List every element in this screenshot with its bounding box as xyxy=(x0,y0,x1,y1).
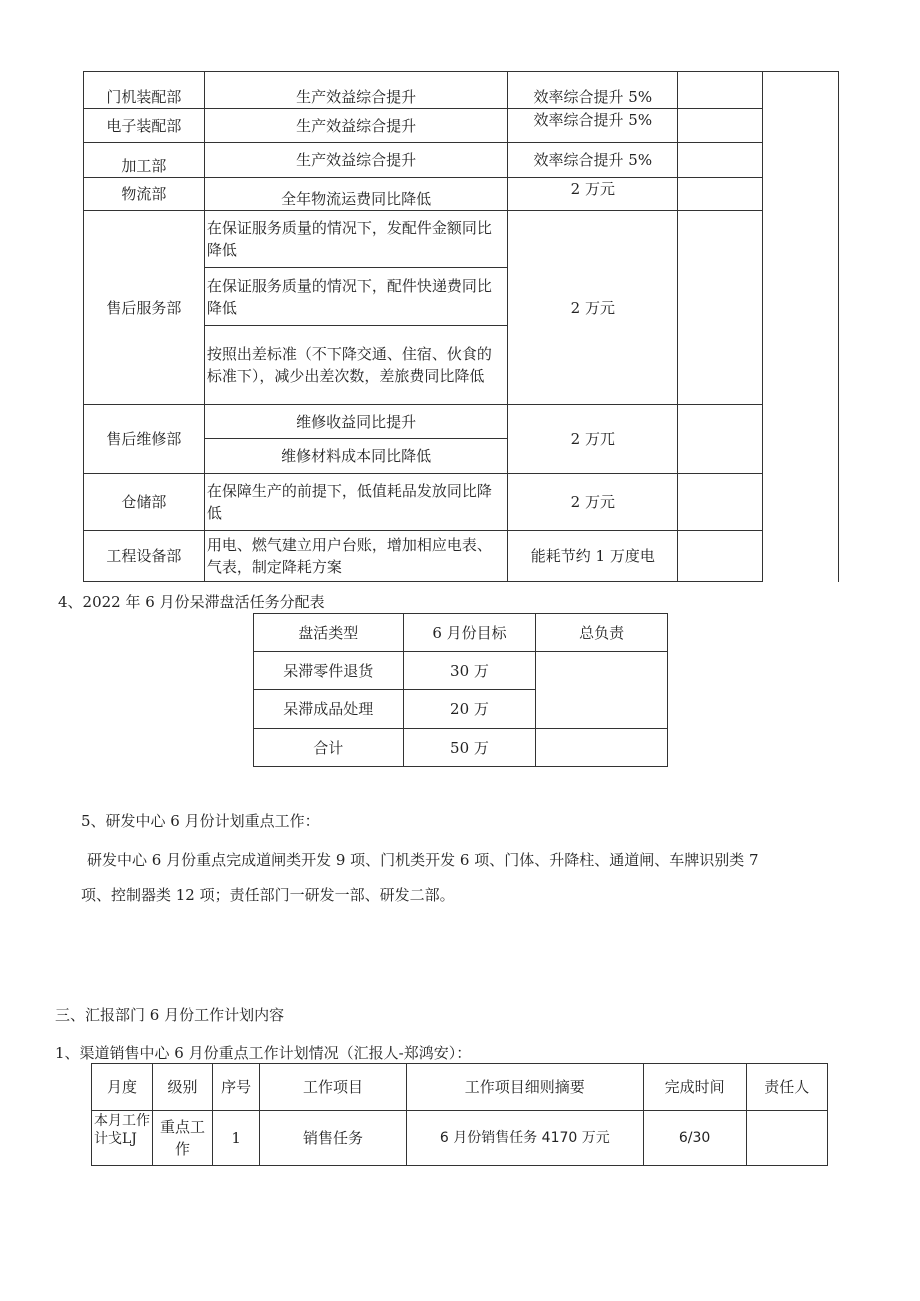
header-cell: 责任人 xyxy=(746,1064,827,1111)
table-row xyxy=(84,531,839,582)
target-cell: 效率综合提升 5% xyxy=(508,143,678,178)
month-cell: 本月工作计戈LJ xyxy=(92,1111,153,1166)
target-cell: 2 万元 xyxy=(508,474,678,531)
item-cell: 在保障生产的前提下，低值耗品发放同比降低 xyxy=(204,474,508,531)
table-row xyxy=(92,1064,828,1111)
table-row xyxy=(84,143,839,178)
dept-cell: 电子装配部 xyxy=(84,109,205,143)
empty-cell xyxy=(678,211,763,405)
item-cell: 生产效益综合提升 xyxy=(204,72,508,109)
table-row xyxy=(84,474,839,531)
table-row xyxy=(84,178,839,211)
header-cell: 6 月份目标 xyxy=(403,614,536,652)
target-cell: 能耗节约 1 万度电 xyxy=(508,531,678,582)
table-row xyxy=(84,72,839,109)
header-cell: 级别 xyxy=(153,1064,213,1111)
empty-cell xyxy=(678,72,763,109)
item-cell: 按照出差标准（不下降交通、住宿、伙食的标准下），减少出差次数，差旅费同比降低 xyxy=(204,326,508,405)
detail-cell: 6 月份销售任务 4170 万元 xyxy=(406,1111,643,1166)
number-cell: 1 xyxy=(213,1111,260,1166)
type-cell: 合计 xyxy=(254,729,404,767)
idle-stock-table xyxy=(253,613,668,767)
type-cell: 呆滞零件退货 xyxy=(254,652,404,690)
dept-cell: 加工部 xyxy=(84,143,205,178)
header-cell: 总负责 xyxy=(536,614,668,652)
section-5-title: 5、研发中心 6 月份计划重点工作： xyxy=(81,812,320,830)
table-row xyxy=(254,614,668,652)
table-row xyxy=(254,729,668,767)
item-cell: 全年物流运费同比降低 xyxy=(204,178,508,211)
item-cell: 维修材料成本同比降低 xyxy=(204,439,508,474)
empty-cell xyxy=(536,652,668,729)
date-cell: 6/30 xyxy=(643,1111,746,1166)
empty-cell xyxy=(678,109,763,143)
item-cell: 用电、燃气建立用户台账，增加相应电表、气表，制定降耗方案 xyxy=(204,531,508,582)
table-row xyxy=(84,211,839,268)
target-cell: 30 万 xyxy=(403,652,536,690)
header-cell: 盘活类型 xyxy=(254,614,404,652)
empty-cell xyxy=(763,72,839,582)
owner-cell xyxy=(746,1111,827,1166)
dept-cell: 门机装配部 xyxy=(84,72,205,109)
header-cell: 工作项目细则摘要 xyxy=(406,1064,643,1111)
dept-cell: 工程设备部 xyxy=(84,531,205,582)
dept-cell: 仓储部 xyxy=(84,474,205,531)
target-cell: 2 万元 xyxy=(508,178,678,211)
item-cell: 在保证服务质量的情况下，配件快递费同比降低 xyxy=(204,268,508,326)
section-5-body-line1: 研发中心 6 月份重点完成道闸类开发 9 项、门机类开发 6 项、门体、升降柱、通道闸、车牌识别类 7 xyxy=(87,851,759,869)
target-cell: 2 万兀 xyxy=(508,405,678,474)
header-cell: 序号 xyxy=(213,1064,260,1111)
item-cell: 维修收益同比提升 xyxy=(204,405,508,439)
dept-target-table xyxy=(83,71,839,582)
section-4-title: 4、2022 年 6 月份呆滞盘活任务分配表 xyxy=(58,593,325,611)
section-5-body-line2: 项、控制器类 12 项；责任部门一研发一部、研发二部。 xyxy=(81,886,455,904)
sales-plan-table xyxy=(91,1063,828,1166)
empty-cell xyxy=(678,178,763,211)
header-cell: 完成时间 xyxy=(643,1064,746,1111)
target-cell: 2 万元 xyxy=(508,211,678,405)
target-cell: 20 万 xyxy=(403,690,536,729)
item-cell: 在保证服务质量的情况下，发配件金额同比降低 xyxy=(204,211,508,268)
section-3-heading: 三、汇报部门 6 月份工作计划内容 xyxy=(55,1006,285,1024)
empty-cell xyxy=(678,531,763,582)
item-cell: 销售任务 xyxy=(260,1111,407,1166)
table-row xyxy=(254,652,668,690)
header-cell: 月度 xyxy=(92,1064,153,1111)
table-row xyxy=(84,405,839,439)
item-cell: 生产效益综合提升 xyxy=(204,143,508,178)
target-cell: 效率综合提升 5% xyxy=(508,109,678,143)
item-cell: 生产效益综合提升 xyxy=(204,109,508,143)
dept-cell: 售后服务部 xyxy=(84,211,205,405)
empty-cell xyxy=(678,143,763,178)
table-row xyxy=(84,109,839,143)
dept-cell: 售后维修部 xyxy=(84,405,205,474)
dept-cell: 物流部 xyxy=(84,178,205,211)
table-row xyxy=(92,1111,828,1166)
header-cell: 工作项目 xyxy=(260,1064,407,1111)
empty-cell xyxy=(536,729,668,767)
target-cell: 效率综合提升 5% xyxy=(508,72,678,109)
type-cell: 呆滞成品处理 xyxy=(254,690,404,729)
empty-cell xyxy=(678,405,763,474)
level-cell: 重点工作 xyxy=(153,1111,213,1166)
section-3-subheading: 1、渠道销售中心 6 月份重点工作计划情况（汇报人-郑鸿安）： xyxy=(55,1044,472,1062)
target-cell: 50 万 xyxy=(403,729,536,767)
empty-cell xyxy=(678,474,763,531)
